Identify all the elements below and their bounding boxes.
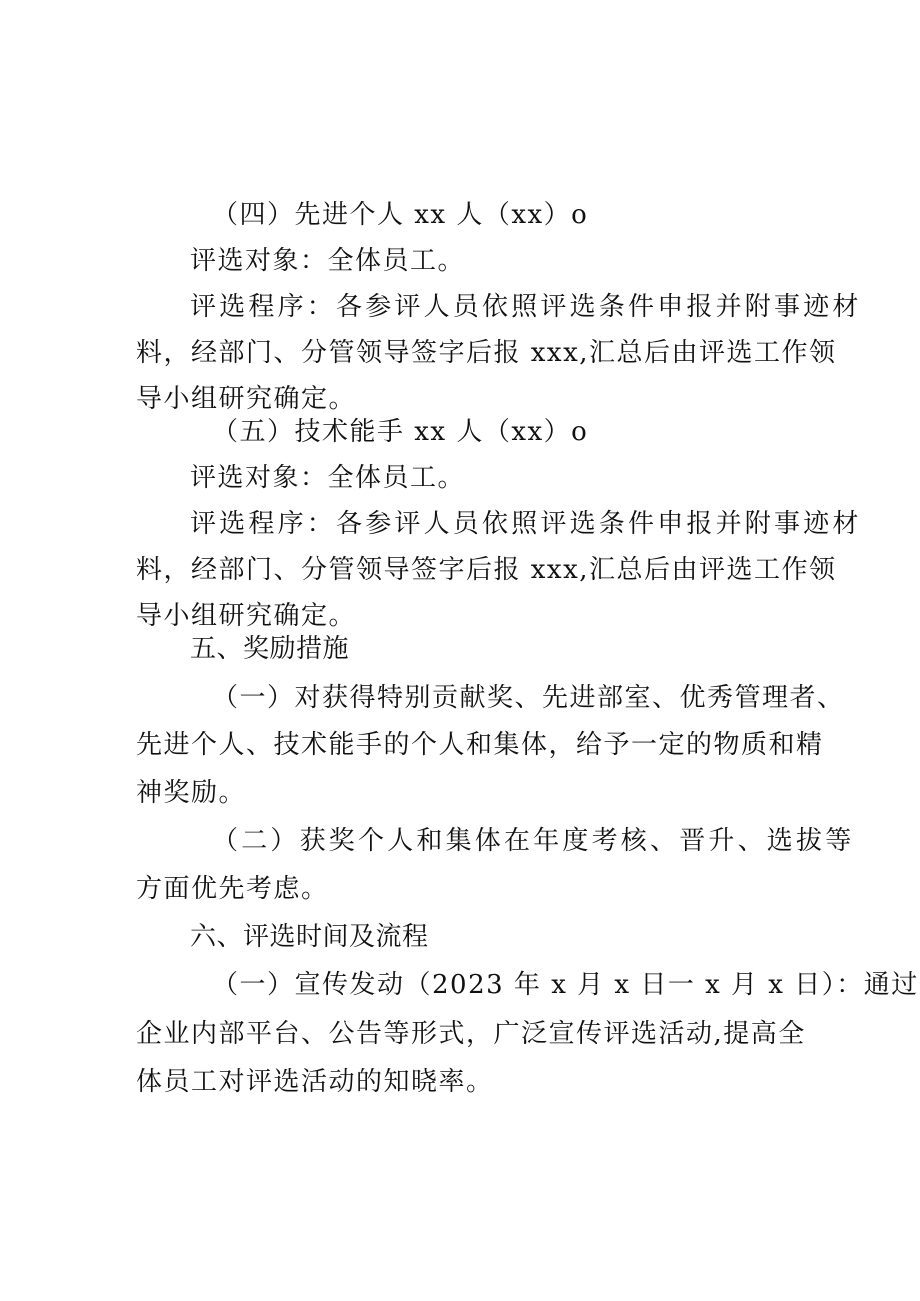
section-heading-schedule: 六、评选时间及流程	[190, 922, 429, 952]
selection-procedure-end: 导小组研究确定。	[136, 601, 357, 631]
reward-paragraph-1-end: 神奖励。	[136, 778, 247, 808]
selection-procedure-line: 评选程序：各参评人员依照评选条件申报并附事迹材	[190, 509, 862, 539]
selection-target-line: 评选对象：全体员工。	[190, 463, 466, 493]
reward-paragraph-1-line: （一）对获得特别贡献奖、先进部室、优秀管理者、	[212, 683, 845, 713]
selection-procedure-continuation: 料，经部门、分管领导签字后报 xxx,汇总后由评选工作领	[136, 338, 837, 368]
reward-paragraph-2-end: 方面优先考虑。	[136, 874, 329, 904]
subsection-title-technical-expert: （五）技术能手 xx 人（xx）o	[212, 417, 589, 447]
selection-procedure-line: 评选程序：各参评人员依照评选条件申报并附事迹材	[190, 292, 862, 322]
section-heading-rewards: 五、奖励措施	[190, 634, 350, 664]
schedule-item-1-end: 体员工对评选活动的知晓率。	[136, 1067, 494, 1097]
reward-paragraph-1-continuation: 先进个人、技术能手的个人和集体，给予一定的物质和精	[136, 730, 824, 760]
reward-paragraph-2-line: （二）获奖个人和集体在年度考核、晋升、选拔等	[212, 826, 855, 856]
schedule-item-1-line: （一）宣传发动（2023 年 x 月 x 日一 x 月 x 日）：通过	[212, 970, 919, 1000]
selection-procedure-continuation: 料，经部门、分管领导签字后报 xxx,汇总后由评选工作领	[136, 555, 837, 585]
schedule-item-1-continuation: 企业内部平台、公告等形式，广泛宣传评选活动,提高全	[136, 1019, 806, 1049]
subsection-title-advanced-individual: （四）先进个人 xx 人（xx）o	[212, 200, 589, 230]
selection-target-line: 评选对象：全体员工。	[190, 246, 466, 276]
selection-procedure-end: 导小组研究确定。	[136, 384, 357, 414]
